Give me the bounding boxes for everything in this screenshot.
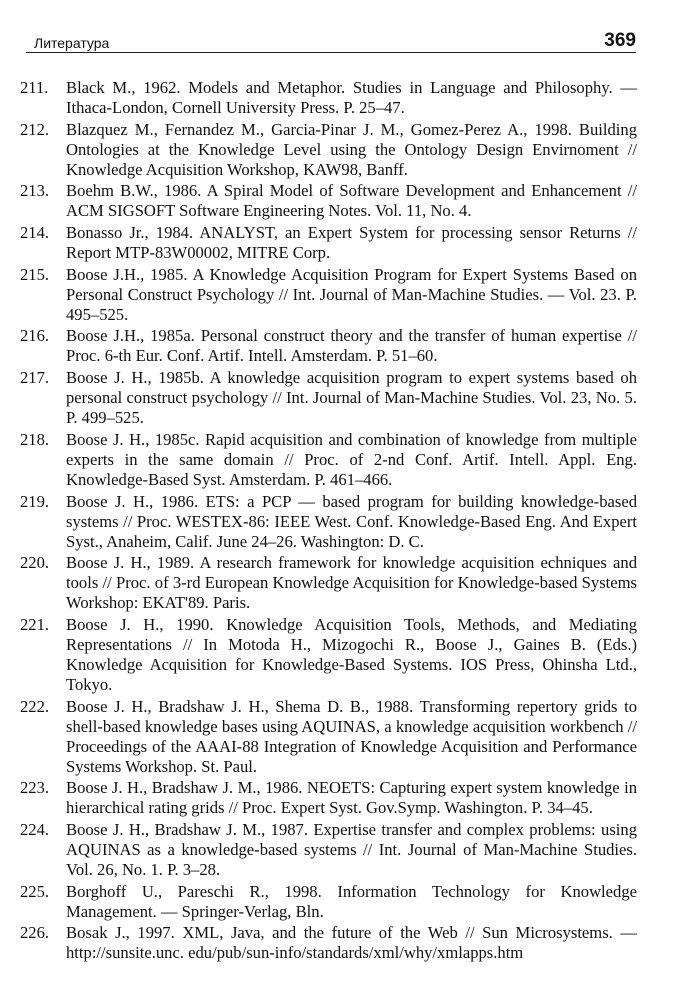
reference-text: Boose J. H., 1985b. A knowledge acquisition program to expert systems based oh personal construct psychology // Int. Journal of Man-Machine Studies. Vol. 23, No. 5. P. 499–525.: [66, 368, 637, 428]
reference-item: [20, 553, 637, 613]
reference-text: Blazquez M., Fernandez M., Garcia-Pinar J. M., Gomez-Perez A., 1998. Building Ontologies at the Knowledge Level using the Ontology Design Envirnoment // Knowledge Acquisition Workshop, KAW98, Banff.: [66, 119, 637, 179]
reference-number: 218.: [20, 429, 50, 449]
reference-number: 221.: [20, 614, 50, 634]
reference-text: Boose J.H., 1985. A Knowledge Acquisition Program for Expert Systems Based on Personal Construct Psychology // Int. Journal of Man-Machine Studies. — Vol. 23. P. 495–525.: [66, 264, 637, 324]
reference-number: 222.: [20, 696, 50, 716]
reference-item: [20, 78, 637, 118]
reference-text: Bonasso Jr., 1984. ANALYST, an Expert System for processing sensor Returns // Report MTP-83W00002, MITRE Corp.: [66, 223, 637, 263]
reference-number: 220.: [20, 553, 50, 573]
reference-item: [20, 223, 637, 263]
reference-number: 219.: [20, 491, 50, 511]
reference-text: Boose J. H., 1989. A research framework for knowledge acquisition echniques and tools // Proc. of 3-rd European Knowledge Acquisition for Knowledge-based Systems Workshop: EKAT'89. Paris.: [66, 553, 637, 613]
reference-text: Boose J. H., 1990. Knowledge Acquisition Tools, Methods, and Mediating Representations // In Motoda H., Mizogochi R., Boose J., Gaines B. (Eds.) Knowledge Acquisition for Knowledge-Based Systems. IOS Press, Ohinsha Ltd., Tokyo.: [66, 614, 637, 694]
reference-item: [20, 882, 637, 922]
reference-item: [20, 326, 637, 366]
reference-number: 223.: [20, 778, 50, 798]
reference-item: [20, 820, 637, 880]
reference-item: [20, 181, 637, 221]
reference-number: 226.: [20, 923, 50, 943]
reference-item: [20, 615, 637, 695]
reference-list: [20, 78, 637, 965]
reference-number: 214.: [20, 223, 50, 243]
reference-text: Boose J. H., 1986. ETS: a PCP — based program for building knowledge-based systems // Proc. WESTEX-86: IEEE West. Conf. Knowledge-Based Eng. And Expert Syst., Anaheim, Calif. June 24–26. Washington: D. C.: [66, 491, 637, 551]
reference-item: [20, 368, 637, 428]
reference-number: 213.: [20, 181, 50, 201]
reference-number: 211.: [20, 78, 49, 97]
reference-item: [20, 120, 637, 180]
reference-item: [20, 778, 637, 818]
reference-item: [20, 265, 637, 325]
reference-item: [20, 430, 637, 490]
running-header: [26, 30, 636, 53]
reference-text: Bosak J., 1997. XML, Java, and the future of the Web // Sun Microsystems. — http://sunsite.unc. edu/pub/sun-info/standards/xml/why/xmlapps.htm: [66, 923, 637, 963]
reference-text: Boose J. H., Bradshaw J. M., 1987. Expertise transfer and complex problems: using AQUINAS as a knowledge-based systems // Int. Journal of Man-Machine Studies. Vol. 26, No. 1. P. 3–28.: [66, 819, 637, 879]
reference-text: Black M., 1962. Models and Metaphor. Studies in Language and Philosophy. — Ithaca-London, Cornell University Press. P. 25–47.: [66, 78, 637, 117]
reference-number: 216.: [20, 326, 50, 346]
reference-text: Boehm B.W., 1986. A Spiral Model of Software Development and Enhancement // ACM SIGSOFT Software Engineering Notes. Vol. 11, No. 4.: [66, 181, 637, 221]
reference-text: Boose J. H., Bradshaw J. M., 1986. NEOETS: Capturing expert system knowledge in hierarchical rating grids // Proc. Expert Syst. Gov.Symp. Washington. P. 34–45.: [66, 778, 637, 818]
reference-item: [20, 697, 637, 777]
reference-number: 212.: [20, 119, 50, 139]
reference-item: [20, 492, 637, 552]
reference-text: Boose J. H., 1985c. Rapid acquisition and combination of knowledge from multiple experts in the same domain // Proc. of 2-nd Conf. Artif. Intell. Appl. Eng. Knowledge-Based Syst. Amsterdam. P. 461–466.: [66, 429, 637, 489]
reference-number: 225.: [20, 881, 50, 901]
reference-number: 215.: [20, 264, 50, 284]
reference-number: 217.: [20, 368, 50, 388]
reference-text: Boose J. H., Bradshaw J. H., Shema D. B., 1988. Transforming repertory grids to shell-based knowledge bases using AQUINAS, a knowledge acquisition workbench // Proceedings of the AAAI-88 Integration of Knowledge Acquisition and Performance Systems Workshop. St. Paul.: [66, 696, 637, 776]
reference-text: Borghoff U., Pareschi R., 1998. Information Technology for Knowledge Management. — Springer-Verlag, Bln.: [66, 881, 637, 921]
page-number: 369: [604, 30, 636, 51]
reference-text: Boose J.H., 1985a. Personal construct theory and the transfer of human expertise // Proc. 6-th Eur. Conf. Artif. Intell. Amsterdam. P. 51–60.: [66, 326, 637, 366]
section-title: Литература: [34, 35, 110, 51]
reference-number: 224.: [20, 819, 50, 839]
reference-item: [20, 923, 637, 963]
